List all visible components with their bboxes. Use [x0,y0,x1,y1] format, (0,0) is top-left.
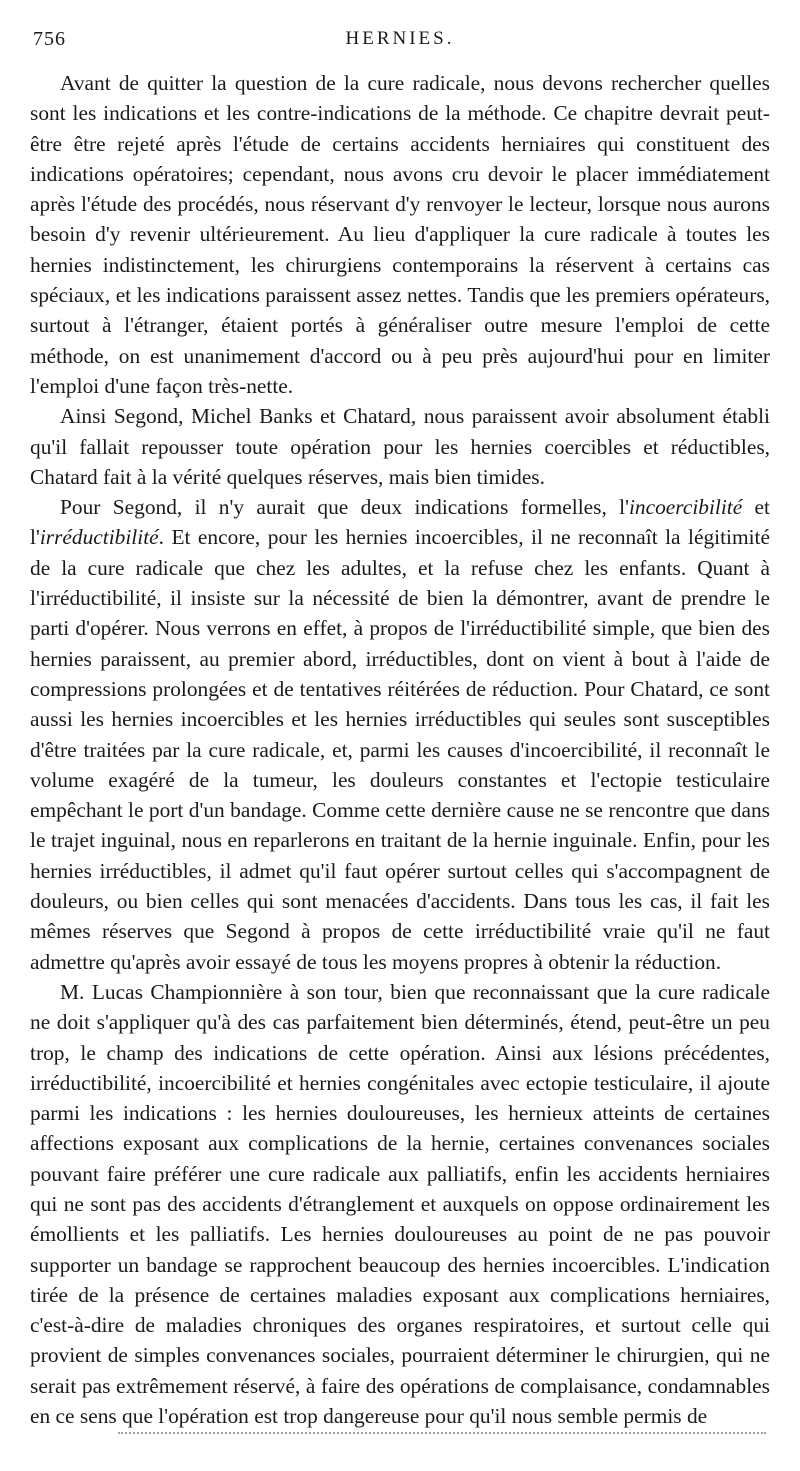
paragraph-2: Ainsi Segond, Michel Banks et Chatard, nous paraissent avoir absolument établi qu'il fallait repousser toute opération pour les hernies coercibles et réductibles, Chatard fait à la vérité quelques réserves, mais bien timides. [30,404,770,489]
term-incoercibilite: incoercibilité [628,495,743,520]
paragraph-1: Avant de quitter la question de la cure radicale, nous devons rechercher quelles sont les indications et les contre-indications de la méthode. Ce chapitre devrait peut-être être rejeté après l'étude de certains accidents herniaires qui constituent des indications opératoires; cependant, nous avons cru devoir le placer immédiatement après l'étude des procédés, nous réservant d'y renvoyer le lecteur, lorsque nous aurons besoin d'y revenir ultérieurement. Au lieu d'appliquer la cure radicale à toutes les hernies indistinctement, les chirurgiens contemporains la réservent à certains cas spéciaux, et les indications paraissent assez nettes. Tandis que les premiers opérateurs, surtout à l'étranger, étaient portés à généraliser outre mesure l'emploi de cette méthode, on est unanimement d'accord ou à peu près aujourd'hui pour en limiter l'emploi d'une façon très-nette. [30,71,770,398]
paragraph-3-text-end: . Et encore, pour les hernies incoercibles, il ne reconnaît la légitimité de la cure radicale que chez les adultes, et la refuse chez les enfants. Quant à l'irréductibilité, il insiste sur la nécessité de bien la démontrer, avant de prendre le parti d'opérer. Nous verrons en effet, à propos de l'irréductibilité simple, que bien des hernies paraissent, au premier abord, irréductibles, dont on vient à bout à l'aide de compressions prolongées et de tentatives réitérées de réduction. Pour Chatard, ce sont aussi les hernies incoercibles et les hernies irréductibles qui seules sont susceptibles d'être traitées par la cure radicale, et, parmi les causes d'incoercibilité, il reconnaît le volume exagéré de la tumeur, les douleurs constantes et l'ectopie testiculaire empêchant le port d'un bandage. Comme cette dernière cause ne se rencontre que dans le trajet inguinal, nous en reparlerons en traitant de la hernie inguinale. Enfin, pour les hernies irréductibles, il admet qu'il faut opérer surtout celles qui s'accompagnent de douleurs, ou bien celles qui sont menacées d'accidents. Dans tous les cas, il fait les mêmes réserves que Segond à propos de cette irréductibilité vraie qu'il ne faut admettre qu'après avoir essayé de tous les moyens propres à obtenir la réduction. [30,525,770,974]
page-header [30,28,770,54]
page-number: 756 [33,28,66,50]
document-page [30,28,770,1431]
paragraph-4: M. Lucas Championnière à son tour, bien que reconnaissant que la cure radicale ne doit s'appliquer qu'à des cas parfaitement bien déterminés, étend, peut-être un peu trop, le champ des indications de cette opération. Ainsi aux lésions précédentes, irréductibilité, incoercibilité et hernies congénitales avec ectopie testiculaire, il ajoute parmi les indications : les hernies douloureuses, les hernieux atteints de certaines affections exposant aux complications de la hernie, certaines convenances sociales pouvant faire préférer une cure radicale aux palliatifs, enfin les accidents herniaires qui ne sont pas des accidents d'étranglement et auxquels on oppose ordinairement les émollients et les palliatifs. Les hernies douloureuses au point de ne pas pouvoir supporter un bandage se rapprochent beaucoup des hernies incoercibles. L'indication tirée de la présence de certaines maladies exposant aux complications herniaires, c'est-à-dire de maladies chroniques des organes respiratoires, et surtout celle qui provient de simples convenances sociales, pourraient déterminer le chirurgien, qui ne serait pas extrêmement réservé, à faire des opérations de complaisance, condamnables en ce sens que l'opération est trop dangereuse pour qu'il nous semble permis de [30,979,770,1429]
bottom-bleed-through-line [118,1432,766,1434]
paragraph-3-text-start: Pour Segond, il n'y aurait que deux indications formelles, l' [60,495,629,520]
paragraph-3 [30,492,770,977]
term-irreductibilite: irréductibilité [39,525,159,550]
body-text [30,68,770,1431]
running-title: HERNIES. [345,28,455,49]
paragraph-3-text-middle: et l' [30,495,770,550]
